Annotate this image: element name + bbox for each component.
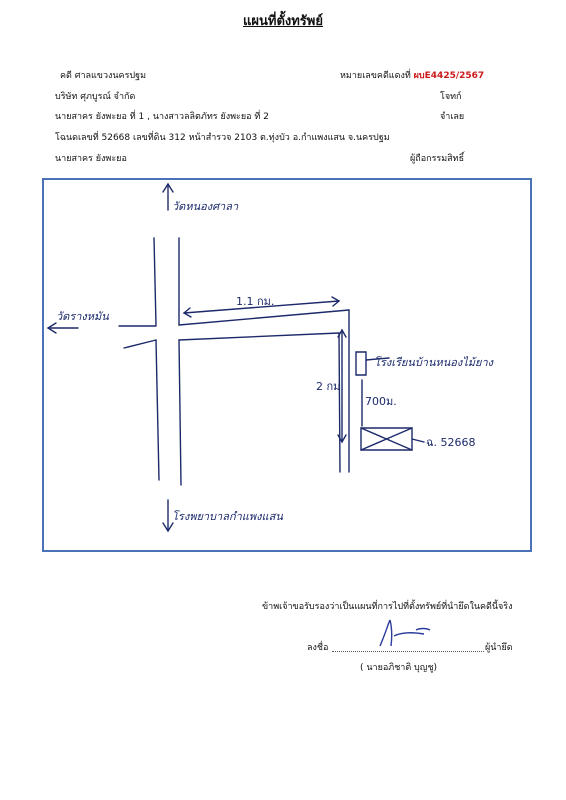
certify-text: ข้าพเจ้าขอรับรองว่าเป็นแผนที่การไปที่ตั้งทรัพย์ที่นำยึดในคดีนี้จริง — [262, 602, 513, 612]
signature-suffix: ผู้นำยึด — [485, 643, 513, 653]
case-number-label: หมายเลขคดีแดงที่ — [340, 71, 411, 81]
signature-prefix: ลงชื่อ — [307, 643, 329, 653]
defendant-names: นายสาคร ยังพะยอ ที่ 1 , นางสาวลลิตภัทร ยังพะยอ ที่ 2 — [55, 112, 269, 122]
deed-line: โฉนดเลขที่ 52668 เลขที่ดิน 312 หน้าสำรวจ 2103 ต.ทุ่งบัว อ.กำแพงแสน จ.นครปฐม — [55, 133, 390, 143]
plaintiff-name: บริษัท ศุภบูรณ์ จำกัด — [55, 92, 136, 102]
defendant-role: จำเลย — [440, 112, 465, 122]
label-parcel: ฉ. 52668 — [426, 436, 476, 449]
owner-name: นายสาคร ยังพะยอ — [55, 154, 127, 164]
parcel-pointer — [412, 439, 424, 442]
case-label: คดี ศาลแขวงนครปฐม — [60, 71, 147, 81]
document-title: แผนที่ตั้งทรัพย์ — [243, 14, 323, 29]
road-south-left — [156, 340, 159, 480]
label-landmark: โรงเรียนบ้านหนองไม้ยาง — [374, 356, 494, 369]
label-distance-main: 1.1 กม. — [236, 295, 275, 308]
plaintiff-role: โจทก์ — [440, 92, 462, 102]
label-distance-short: 700ม. — [365, 395, 397, 408]
school-marker — [356, 352, 366, 375]
road-east-top — [179, 310, 349, 325]
label-south: โรงพยาบาลกำแพงแสน — [172, 510, 283, 523]
road-east-bottom — [179, 333, 339, 340]
road-west-bottom — [124, 340, 156, 348]
case-number-line — [340, 68, 484, 82]
signature-image — [372, 618, 452, 652]
signer-name: ( นายอภิชาติ บุญชู) — [360, 663, 438, 673]
label-distance-side: 2 กม. — [316, 380, 344, 393]
road-branch-left — [339, 333, 340, 472]
label-north: วัดหนองศาลา — [172, 200, 239, 213]
label-west: วัดรางหมัน — [56, 310, 109, 323]
map-frame — [42, 178, 532, 552]
hand-drawn-map — [44, 180, 530, 550]
road-north-left — [154, 238, 156, 325]
road-south-right — [179, 340, 181, 485]
owner-role: ผู้ถือกรรมสิทธิ์ — [410, 154, 465, 164]
case-number-value: ผบE4425/2567 — [413, 71, 485, 81]
